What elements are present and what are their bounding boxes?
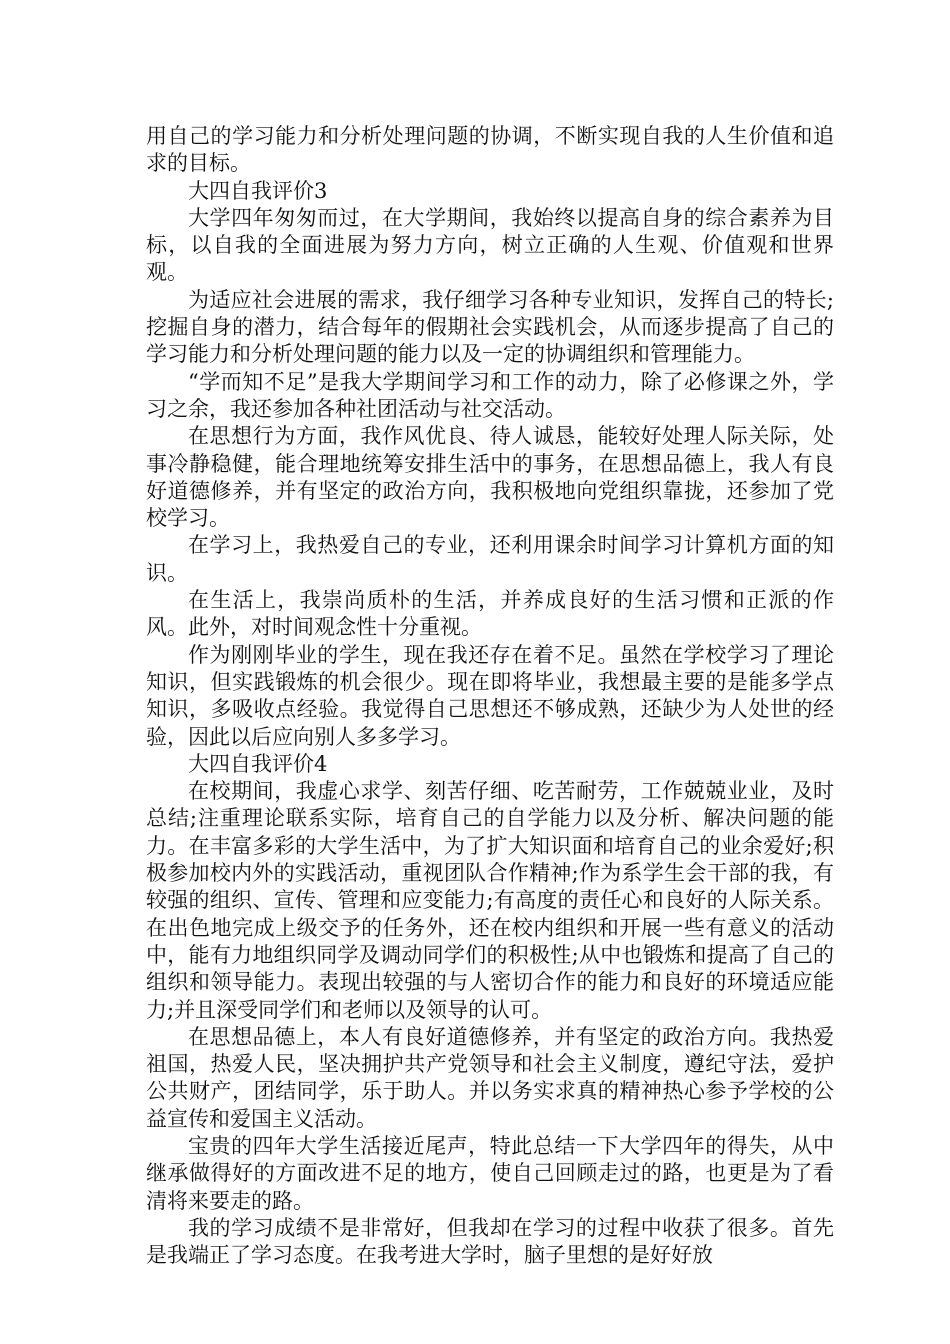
paragraph: 在学习上，我热爱自己的专业，还利用课余时间学习计算机方面的知识。 (146, 533, 834, 585)
paragraph-continuation: 用自己的学习能力和分析处理问题的协调，不断实现自我的人生价值和追求的目标。 (146, 124, 834, 176)
paragraph: “学而知不足”是我大学期间学习和工作的动力，除了必修课之外，学习之余，我还参加各种社团活动与社交活动。 (146, 369, 834, 421)
paragraph: 在校期间，我虚心求学、刻苦仔细、吃苦耐劳，工作兢兢业业，及时总结;注重理论联系实际，培育自己的自学能力以及分析、解决问题的能力。在丰富多彩的大学生活中，为了扩大知识面和培育自己的业余爱好;积极参加校内外的实践活动，重视团队合作精神;作为系学生会干部的我，有较强的组织、宣传、管理和应变能力;有高度的责任心和良好的人际关系。在出色地完成上级交予的任务外，还在校内组织和开展一些有意义的活动中，能有力地组织同学及调动同学们的积极性;从中也锻炼和提高了自己的组织和领导能力。表现出较强的与人密切合作的能力和良好的环境适应能力;并且深受同学们和老师以及领导的认可。 (146, 779, 834, 1022)
paragraph: 大学四年匆匆而过，在大学期间，我始终以提高自身的综合素养为目标，以自我的全面进展为努力方向，树立正确的人生观、价值观和世界观。 (146, 205, 834, 285)
document-body (146, 123, 834, 1269)
paragraph: 在生活上，我崇尚质朴的生活，并养成良好的生活习惯和正派的作风。此外，对时间观念性十分重视。 (146, 588, 834, 640)
paragraph: 为适应社会进展的需求，我仔细学习各种专业知识，发挥自己的特长;挖掘自身的潜力，结合每年的假期社会实践机会，从而逐步提高了自己的学习能力和分析处理问题的能力以及一定的协调组织和管理能力。 (146, 287, 834, 367)
section-heading-3: 大四自我评价3 (188, 178, 328, 203)
paragraph: 在思想行为方面，我作风优良、待人诚恳，能较好处理人际关际，处事冷静稳健，能合理地统筹安排生活中的事务，在思想品德上，我人有良好道德修养，并有坚定的政治方向，我积极地向党组织靠拢，还参加了党校学习。 (146, 424, 834, 531)
section-heading-4: 大四自我评价4 (188, 751, 328, 776)
paragraph: 在思想品德上，本人有良好道德修养，并有坚定的政治方向。我热爱祖国，热爱人民，坚决拥护共产党领导和社会主义制度，遵纪守法，爱护公共财产，团结同学，乐于助人。并以务实求真的精神热心参予学校的公益宣传和爱国主义活动。 (146, 1024, 834, 1131)
paragraph: 宝贵的四年大学生活接近尾声，特此总结一下大学四年的得失，从中继承做得好的方面改进不足的地方，使自己回顾走过的路，也更是为了看清将来要走的路。 (146, 1133, 834, 1213)
paragraph: 作为刚刚毕业的学生，现在我还存在着不足。虽然在学校学习了理论知识，但实践锻炼的机会很少。现在即将毕业，我想最主要的是能多学点知识，多吸收点经验。我觉得自己思想还不够成熟，还缺少为人处世的经验，因此以后应向别人多多学习。 (146, 642, 834, 749)
paragraph: 我的学习成绩不是非常好，但我却在学习的过程中收获了很多。首先是我端正了学习态度。在我考进大学时，脑子里想的是好好放 (146, 1215, 834, 1268)
